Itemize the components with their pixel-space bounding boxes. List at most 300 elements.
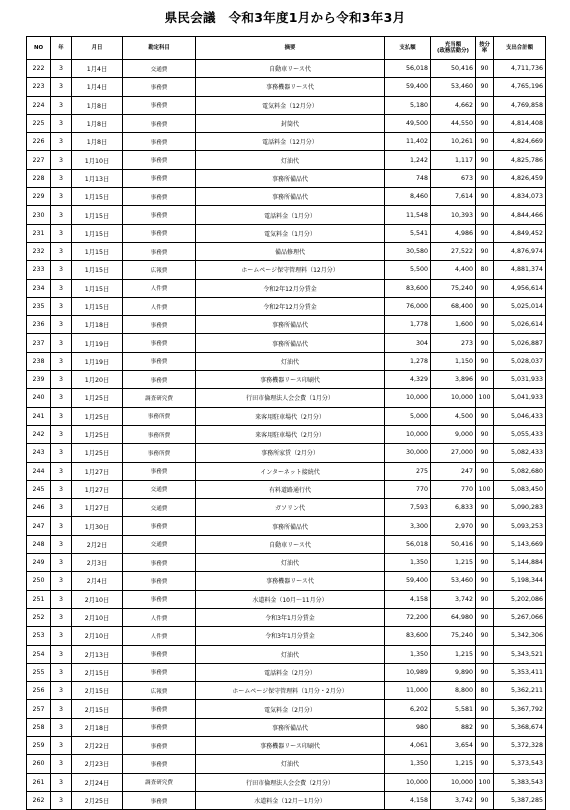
cell-no: 242	[27, 425, 51, 443]
cell-payment: 980	[385, 718, 431, 736]
cell-rate: 90	[476, 444, 494, 462]
cell-summary: 灯油代	[196, 151, 385, 169]
cell-allocated: 50,416	[431, 535, 476, 553]
cell-allocated: 673	[431, 169, 476, 187]
cell-payment: 1,350	[385, 554, 431, 572]
cell-category: 調査研究費	[123, 389, 196, 407]
cell-total: 4,834,073	[494, 188, 546, 206]
cell-category: 事務費	[123, 316, 196, 334]
cell-year: 3	[51, 517, 72, 535]
cell-allocated: 3,742	[431, 791, 476, 809]
table-row	[27, 261, 546, 279]
cell-payment: 49,500	[385, 114, 431, 132]
cell-date: 1月19日	[72, 334, 123, 352]
cell-rate: 90	[476, 718, 494, 736]
header-payment: 支払額	[385, 37, 431, 60]
cell-date: 1月8日	[72, 114, 123, 132]
cell-no: 240	[27, 389, 51, 407]
table-row	[27, 554, 546, 572]
cell-summary: 水道料金（12月〜1月分）	[196, 791, 385, 809]
cell-rate: 90	[476, 242, 494, 260]
cell-summary: 事務所備品代	[196, 517, 385, 535]
cell-category: 事務費	[123, 151, 196, 169]
table-row	[27, 206, 546, 224]
cell-year: 3	[51, 425, 72, 443]
cell-total: 5,343,521	[494, 645, 546, 663]
cell-payment: 4,061	[385, 736, 431, 754]
cell-payment: 72,200	[385, 608, 431, 626]
cell-category: 事務費	[123, 133, 196, 151]
cell-date: 2月10日	[72, 590, 123, 608]
cell-summary: 令和2年12月分賃金	[196, 279, 385, 297]
cell-allocated: 64,980	[431, 608, 476, 626]
table-row	[27, 425, 546, 443]
cell-total: 4,881,374	[494, 261, 546, 279]
cell-total: 4,711,736	[494, 60, 546, 78]
cell-no: 257	[27, 700, 51, 718]
cell-payment: 76,000	[385, 297, 431, 315]
cell-date: 2月15日	[72, 700, 123, 718]
cell-date: 1月15日	[72, 242, 123, 260]
cell-allocated: 4,986	[431, 224, 476, 242]
cell-no: 256	[27, 682, 51, 700]
cell-year: 3	[51, 96, 72, 114]
table-row	[27, 627, 546, 645]
header-total: 支出合計額	[494, 37, 546, 60]
cell-category: 事務所費	[123, 444, 196, 462]
cell-total: 5,041,933	[494, 389, 546, 407]
cell-no: 258	[27, 718, 51, 736]
cell-no: 222	[27, 60, 51, 78]
cell-payment: 7,593	[385, 499, 431, 517]
cell-category: 事務費	[123, 371, 196, 389]
cell-allocated: 1,600	[431, 316, 476, 334]
cell-payment: 748	[385, 169, 431, 187]
cell-allocated: 50,416	[431, 60, 476, 78]
cell-date: 2月15日	[72, 663, 123, 681]
header-rate-line1: 按分	[479, 41, 490, 48]
cell-total: 5,055,433	[494, 425, 546, 443]
cell-year: 3	[51, 206, 72, 224]
cell-no: 247	[27, 517, 51, 535]
table-row	[27, 169, 546, 187]
cell-payment: 4,329	[385, 371, 431, 389]
cell-year: 3	[51, 169, 72, 187]
cell-allocated: 68,400	[431, 297, 476, 315]
table-row	[27, 645, 546, 663]
cell-year: 3	[51, 736, 72, 754]
cell-payment: 83,600	[385, 279, 431, 297]
table-row	[27, 736, 546, 754]
table-row	[27, 572, 546, 590]
cell-payment: 4,158	[385, 590, 431, 608]
cell-year: 3	[51, 297, 72, 315]
cell-no: 232	[27, 242, 51, 260]
cell-payment: 59,400	[385, 572, 431, 590]
cell-category: 事務費	[123, 96, 196, 114]
cell-total: 5,372,328	[494, 736, 546, 754]
cell-date: 1月25日	[72, 425, 123, 443]
cell-category: 事務費	[123, 736, 196, 754]
cell-date: 2月23日	[72, 755, 123, 773]
cell-summary: 令和2年12月分賃金	[196, 297, 385, 315]
cell-no: 250	[27, 572, 51, 590]
table-row	[27, 700, 546, 718]
header-allocated-line1: 充当額	[444, 41, 462, 48]
cell-date: 1月13日	[72, 169, 123, 187]
cell-year: 3	[51, 444, 72, 462]
cell-summary: 行田市倫理法人会会費（2月分）	[196, 773, 385, 791]
table-row	[27, 608, 546, 626]
cell-no: 262	[27, 791, 51, 809]
cell-no: 229	[27, 188, 51, 206]
cell-category: 事務費	[123, 700, 196, 718]
cell-allocated: 27,522	[431, 242, 476, 260]
cell-no: 244	[27, 462, 51, 480]
cell-no: 261	[27, 773, 51, 791]
cell-summary: 有料道路通行代	[196, 480, 385, 498]
cell-no: 226	[27, 133, 51, 151]
cell-rate: 90	[476, 169, 494, 187]
cell-allocated: 273	[431, 334, 476, 352]
cell-rate: 90	[476, 297, 494, 315]
table-row	[27, 297, 546, 315]
cell-summary: 事務所備品代	[196, 169, 385, 187]
table-row	[27, 444, 546, 462]
cell-summary: ホームページ保守管理料（12月分）	[196, 261, 385, 279]
cell-date: 1月8日	[72, 96, 123, 114]
cell-allocated: 770	[431, 480, 476, 498]
cell-total: 5,025,014	[494, 297, 546, 315]
cell-rate: 90	[476, 425, 494, 443]
cell-summary: 事務機器リース代	[196, 572, 385, 590]
table-header-row	[27, 37, 546, 60]
cell-no: 237	[27, 334, 51, 352]
cell-no: 236	[27, 316, 51, 334]
cell-total: 4,769,858	[494, 96, 546, 114]
header-rate	[476, 37, 494, 60]
cell-summary: 水道料金（10月〜11月分）	[196, 590, 385, 608]
cell-summary: 電話料金（12月分）	[196, 133, 385, 151]
cell-total: 4,844,466	[494, 206, 546, 224]
cell-no: 259	[27, 736, 51, 754]
cell-no: 230	[27, 206, 51, 224]
table-row	[27, 133, 546, 151]
cell-summary: 封筒代	[196, 114, 385, 132]
cell-no: 225	[27, 114, 51, 132]
cell-year: 3	[51, 590, 72, 608]
cell-year: 3	[51, 554, 72, 572]
cell-summary: 令和3年1月分賃金	[196, 608, 385, 626]
cell-year: 3	[51, 261, 72, 279]
cell-summary: 令和3年1月分賃金	[196, 627, 385, 645]
cell-total: 5,093,253	[494, 517, 546, 535]
cell-summary: 事務機器リース印刷代	[196, 371, 385, 389]
cell-payment: 11,548	[385, 206, 431, 224]
cell-payment: 1,278	[385, 352, 431, 370]
cell-date: 1月20日	[72, 371, 123, 389]
cell-no: 231	[27, 224, 51, 242]
cell-date: 1月8日	[72, 133, 123, 151]
cell-year: 3	[51, 462, 72, 480]
cell-total: 5,202,086	[494, 590, 546, 608]
cell-category: 交通費	[123, 60, 196, 78]
cell-allocated: 4,400	[431, 261, 476, 279]
cell-category: 事務所費	[123, 425, 196, 443]
cell-year: 3	[51, 608, 72, 626]
cell-category: 交通費	[123, 499, 196, 517]
table-row	[27, 279, 546, 297]
cell-allocated: 247	[431, 462, 476, 480]
cell-payment: 5,000	[385, 407, 431, 425]
cell-year: 3	[51, 242, 72, 260]
cell-date: 1月15日	[72, 224, 123, 242]
cell-summary: 行田市倫理法人会会費（1月分）	[196, 389, 385, 407]
table-row	[27, 78, 546, 96]
cell-category: 広報費	[123, 261, 196, 279]
table-row	[27, 224, 546, 242]
cell-year: 3	[51, 389, 72, 407]
cell-payment: 59,400	[385, 78, 431, 96]
cell-rate: 90	[476, 96, 494, 114]
cell-year: 3	[51, 755, 72, 773]
cell-summary: 事務機器リース代	[196, 78, 385, 96]
cell-summary: 事務所備品代	[196, 316, 385, 334]
cell-date: 1月25日	[72, 407, 123, 425]
cell-rate: 90	[476, 535, 494, 553]
cell-allocated: 9,890	[431, 663, 476, 681]
cell-summary: 電話料金（1月分）	[196, 206, 385, 224]
cell-rate: 100	[476, 773, 494, 791]
cell-year: 3	[51, 499, 72, 517]
cell-no: 253	[27, 627, 51, 645]
cell-no: 227	[27, 151, 51, 169]
cell-category: 事務費	[123, 572, 196, 590]
cell-payment: 56,018	[385, 60, 431, 78]
table-row	[27, 590, 546, 608]
cell-rate: 90	[476, 151, 494, 169]
cell-payment: 10,000	[385, 389, 431, 407]
cell-rate: 90	[476, 755, 494, 773]
cell-rate: 90	[476, 188, 494, 206]
cell-summary: 事務所家賃（2月分）	[196, 444, 385, 462]
cell-category: 事務費	[123, 663, 196, 681]
cell-summary: ホームページ保守管理料（1月分・2月分）	[196, 682, 385, 700]
cell-allocated: 2,970	[431, 517, 476, 535]
cell-rate: 90	[476, 352, 494, 370]
cell-no: 243	[27, 444, 51, 462]
table-row	[27, 114, 546, 132]
cell-allocated: 6,833	[431, 499, 476, 517]
cell-date: 1月27日	[72, 480, 123, 498]
cell-year: 3	[51, 371, 72, 389]
cell-year: 3	[51, 480, 72, 498]
cell-date: 2月4日	[72, 572, 123, 590]
cell-no: 248	[27, 535, 51, 553]
cell-no: 254	[27, 645, 51, 663]
cell-date: 1月18日	[72, 316, 123, 334]
header-summary: 摘要	[196, 37, 385, 60]
cell-total: 5,373,543	[494, 755, 546, 773]
cell-no: 252	[27, 608, 51, 626]
cell-allocated: 1,117	[431, 151, 476, 169]
cell-year: 3	[51, 151, 72, 169]
cell-payment: 30,000	[385, 444, 431, 462]
header-rate-line2: 率	[481, 48, 488, 54]
table-row	[27, 96, 546, 114]
cell-rate: 100	[476, 480, 494, 498]
cell-category: 調査研究費	[123, 773, 196, 791]
cell-allocated: 9,000	[431, 425, 476, 443]
table-row	[27, 755, 546, 773]
cell-allocated: 3,654	[431, 736, 476, 754]
cell-category: 事務費	[123, 114, 196, 132]
cell-category: 事務所費	[123, 407, 196, 425]
table-body	[27, 60, 546, 810]
cell-rate: 90	[476, 627, 494, 645]
cell-payment: 8,460	[385, 188, 431, 206]
cell-no: 255	[27, 663, 51, 681]
cell-category: 事務費	[123, 554, 196, 572]
cell-rate: 80	[476, 261, 494, 279]
cell-allocated: 53,460	[431, 78, 476, 96]
cell-allocated: 10,261	[431, 133, 476, 151]
cell-rate: 90	[476, 224, 494, 242]
table-row	[27, 718, 546, 736]
cell-category: 事務費	[123, 645, 196, 663]
cell-category: 広報費	[123, 682, 196, 700]
cell-total: 5,082,433	[494, 444, 546, 462]
cell-category: 人件費	[123, 279, 196, 297]
cell-rate: 90	[476, 371, 494, 389]
cell-allocated: 1,150	[431, 352, 476, 370]
cell-date: 2月10日	[72, 608, 123, 626]
cell-summary: 電気料金（2月分）	[196, 700, 385, 718]
cell-total: 4,825,786	[494, 151, 546, 169]
cell-category: 交通費	[123, 535, 196, 553]
cell-category: 事務費	[123, 334, 196, 352]
cell-allocated: 1,215	[431, 554, 476, 572]
table-row	[27, 499, 546, 517]
table-row	[27, 682, 546, 700]
cell-rate: 90	[476, 462, 494, 480]
cell-payment: 1,350	[385, 645, 431, 663]
cell-category: 事務費	[123, 169, 196, 187]
header-year: 年	[51, 37, 72, 60]
cell-payment: 5,180	[385, 96, 431, 114]
cell-allocated: 10,000	[431, 389, 476, 407]
cell-allocated: 44,550	[431, 114, 476, 132]
table-row	[27, 480, 546, 498]
cell-year: 3	[51, 279, 72, 297]
cell-payment: 1,242	[385, 151, 431, 169]
cell-summary: 事務所備品代	[196, 188, 385, 206]
cell-total: 5,362,211	[494, 682, 546, 700]
cell-summary: 事務所備品代	[196, 334, 385, 352]
cell-date: 2月10日	[72, 627, 123, 645]
cell-total: 5,353,411	[494, 663, 546, 681]
cell-allocated: 27,000	[431, 444, 476, 462]
cell-summary: 来客用駐車場代（2月分）	[196, 425, 385, 443]
cell-category: 交通費	[123, 480, 196, 498]
document-title: 県民会議 令和3年度1月から令和3年3月	[164, 10, 406, 25]
cell-payment: 10,000	[385, 425, 431, 443]
cell-rate: 90	[476, 700, 494, 718]
cell-no: 251	[27, 590, 51, 608]
cell-total: 4,814,408	[494, 114, 546, 132]
cell-payment: 1,350	[385, 755, 431, 773]
table-row	[27, 242, 546, 260]
cell-no: 249	[27, 554, 51, 572]
cell-category: 人件費	[123, 627, 196, 645]
cell-rate: 90	[476, 608, 494, 626]
cell-rate: 90	[476, 663, 494, 681]
cell-rate: 90	[476, 572, 494, 590]
cell-year: 3	[51, 791, 72, 809]
cell-rate: 90	[476, 60, 494, 78]
cell-summary: 灯油代	[196, 755, 385, 773]
cell-year: 3	[51, 60, 72, 78]
cell-date: 1月15日	[72, 297, 123, 315]
cell-category: 事務費	[123, 462, 196, 480]
cell-allocated: 1,215	[431, 645, 476, 663]
cell-rate: 90	[476, 334, 494, 352]
cell-year: 3	[51, 773, 72, 791]
table-row	[27, 407, 546, 425]
cell-year: 3	[51, 316, 72, 334]
cell-total: 4,849,452	[494, 224, 546, 242]
cell-payment: 275	[385, 462, 431, 480]
header-no: NO	[27, 37, 51, 60]
cell-date: 1月15日	[72, 188, 123, 206]
cell-allocated: 4,500	[431, 407, 476, 425]
cell-allocated: 10,393	[431, 206, 476, 224]
cell-rate: 90	[476, 645, 494, 663]
cell-category: 事務費	[123, 78, 196, 96]
cell-date: 1月27日	[72, 462, 123, 480]
expense-table	[26, 36, 546, 810]
cell-total: 4,876,974	[494, 242, 546, 260]
cell-category: 事務費	[123, 590, 196, 608]
cell-year: 3	[51, 535, 72, 553]
cell-no: 234	[27, 279, 51, 297]
cell-rate: 90	[476, 316, 494, 334]
table-row	[27, 791, 546, 809]
cell-allocated: 10,000	[431, 773, 476, 791]
cell-year: 3	[51, 718, 72, 736]
cell-total: 5,082,680	[494, 462, 546, 480]
cell-summary: 電気料金（12月分）	[196, 96, 385, 114]
cell-total: 5,342,306	[494, 627, 546, 645]
cell-total: 5,368,674	[494, 718, 546, 736]
cell-date: 1月4日	[72, 78, 123, 96]
cell-date: 1月15日	[72, 279, 123, 297]
cell-payment: 1,778	[385, 316, 431, 334]
cell-year: 3	[51, 645, 72, 663]
table-row	[27, 389, 546, 407]
cell-category: 事務費	[123, 206, 196, 224]
cell-date: 1月19日	[72, 352, 123, 370]
cell-summary: 事務機器リース印刷代	[196, 736, 385, 754]
cell-no: 228	[27, 169, 51, 187]
table-row	[27, 663, 546, 681]
cell-year: 3	[51, 114, 72, 132]
cell-payment: 10,989	[385, 663, 431, 681]
cell-no: 245	[27, 480, 51, 498]
cell-allocated: 75,240	[431, 627, 476, 645]
cell-category: 事務費	[123, 718, 196, 736]
cell-category: 人件費	[123, 608, 196, 626]
